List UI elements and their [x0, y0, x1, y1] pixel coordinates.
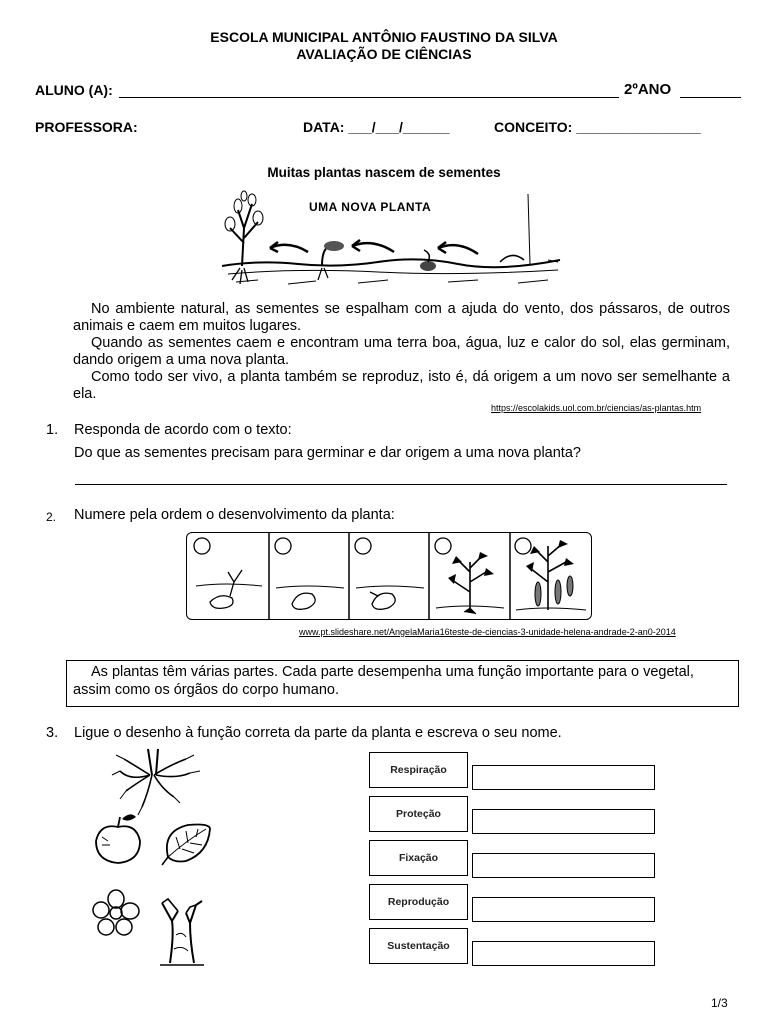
- intro-paragraph-2: Quando as sementes caem e encontram uma terra boa, água, luz e calor do sol, elas germinam, dando origem a uma nova planta.: [73, 335, 730, 368]
- answer-box-fixacao[interactable]: [472, 853, 655, 878]
- leaf-drawing: [162, 825, 210, 866]
- student-name-line[interactable]: [119, 97, 619, 98]
- exam-title: AVALIAÇÃO DE CIÊNCIAS: [296, 46, 472, 62]
- answer-box-reproducao[interactable]: [472, 897, 655, 922]
- intro-paragraph-3: Como todo ser vivo, a planta também se reproduz, isto é, dá origem a um novo ser semelhante a ela.: [73, 369, 730, 402]
- roots-drawing: [112, 749, 200, 815]
- answer-box-protecao[interactable]: [472, 809, 655, 834]
- q1-prompt: Responda de acordo com o texto:: [74, 422, 292, 438]
- stage-4-number-circle: [435, 538, 451, 554]
- q2-number: 2.: [46, 510, 57, 524]
- page-number: 1/3: [711, 996, 728, 1010]
- function-box-respiracao: Respiração: [369, 752, 468, 788]
- stage-2-number-circle: [275, 538, 291, 554]
- student-label: ALUNO (A):: [35, 82, 113, 98]
- stage-5-number-circle: [515, 538, 531, 554]
- plant-parts-drawings: [90, 745, 220, 970]
- teacher-label: PROFESSORA:: [35, 119, 138, 135]
- q1-number: 1.: [46, 422, 59, 438]
- intro-subtitle: Muitas plantas nascem de sementes: [267, 165, 501, 180]
- illustration-title: UMA NOVA PLANTA: [309, 200, 432, 214]
- q2-prompt: Numere pela ordem o desenvolvimento da planta:: [74, 507, 395, 523]
- apple-drawing: [96, 814, 140, 863]
- school-name: ESCOLA MUNICIPAL ANTÔNIO FAUSTINO DA SILVA: [210, 29, 558, 45]
- q1-answer-line[interactable]: [75, 484, 727, 485]
- answer-box-respiracao[interactable]: [472, 765, 655, 790]
- q2-source-link[interactable]: www.pt.slideshare.net/AngelaMaria16teste-de-ciencias-3-unidade-helena-andrade-2-an0-2014: [299, 627, 676, 637]
- intro-source-link[interactable]: https://escolakids.uol.com.br/ciencias/as-plantas.htm: [491, 403, 702, 413]
- year-line[interactable]: [680, 97, 741, 98]
- q3-number: 3.: [46, 725, 59, 741]
- trunk-drawing: [160, 899, 204, 965]
- function-box-fixacao: Fixação: [369, 840, 468, 876]
- date-field[interactable]: DATA: ___/___/______: [303, 119, 450, 135]
- function-box-protecao: Proteção: [369, 796, 468, 832]
- flower-drawing: [93, 890, 139, 935]
- year-label: 2ºANO: [624, 81, 672, 98]
- grade-field[interactable]: CONCEITO: ________________: [494, 119, 701, 135]
- stage-3-number-circle: [355, 538, 371, 554]
- q1-question: Do que as sementes precisam para germinar e dar origem a uma nova planta?: [74, 445, 581, 461]
- info-box: As plantas têm várias partes. Cada parte desempenha uma função importante para o vegetal, assim como os órgãos do corpo humano.: [66, 660, 739, 707]
- stage-1-number-circle: [194, 538, 210, 554]
- plant-stages-drawings: [186, 532, 592, 620]
- function-box-sustentacao: Sustentação: [369, 928, 468, 964]
- answer-box-sustentacao[interactable]: [472, 941, 655, 966]
- q3-prompt: Ligue o desenho à função correta da parte da planta e escreva o seu nome.: [74, 725, 562, 741]
- intro-paragraph-1: No ambiente natural, as sementes se espalham com a ajuda do vento, dos pássaros, de outros animais e caem em muitos lugares.: [73, 301, 730, 334]
- function-box-reproducao: Reprodução: [369, 884, 468, 920]
